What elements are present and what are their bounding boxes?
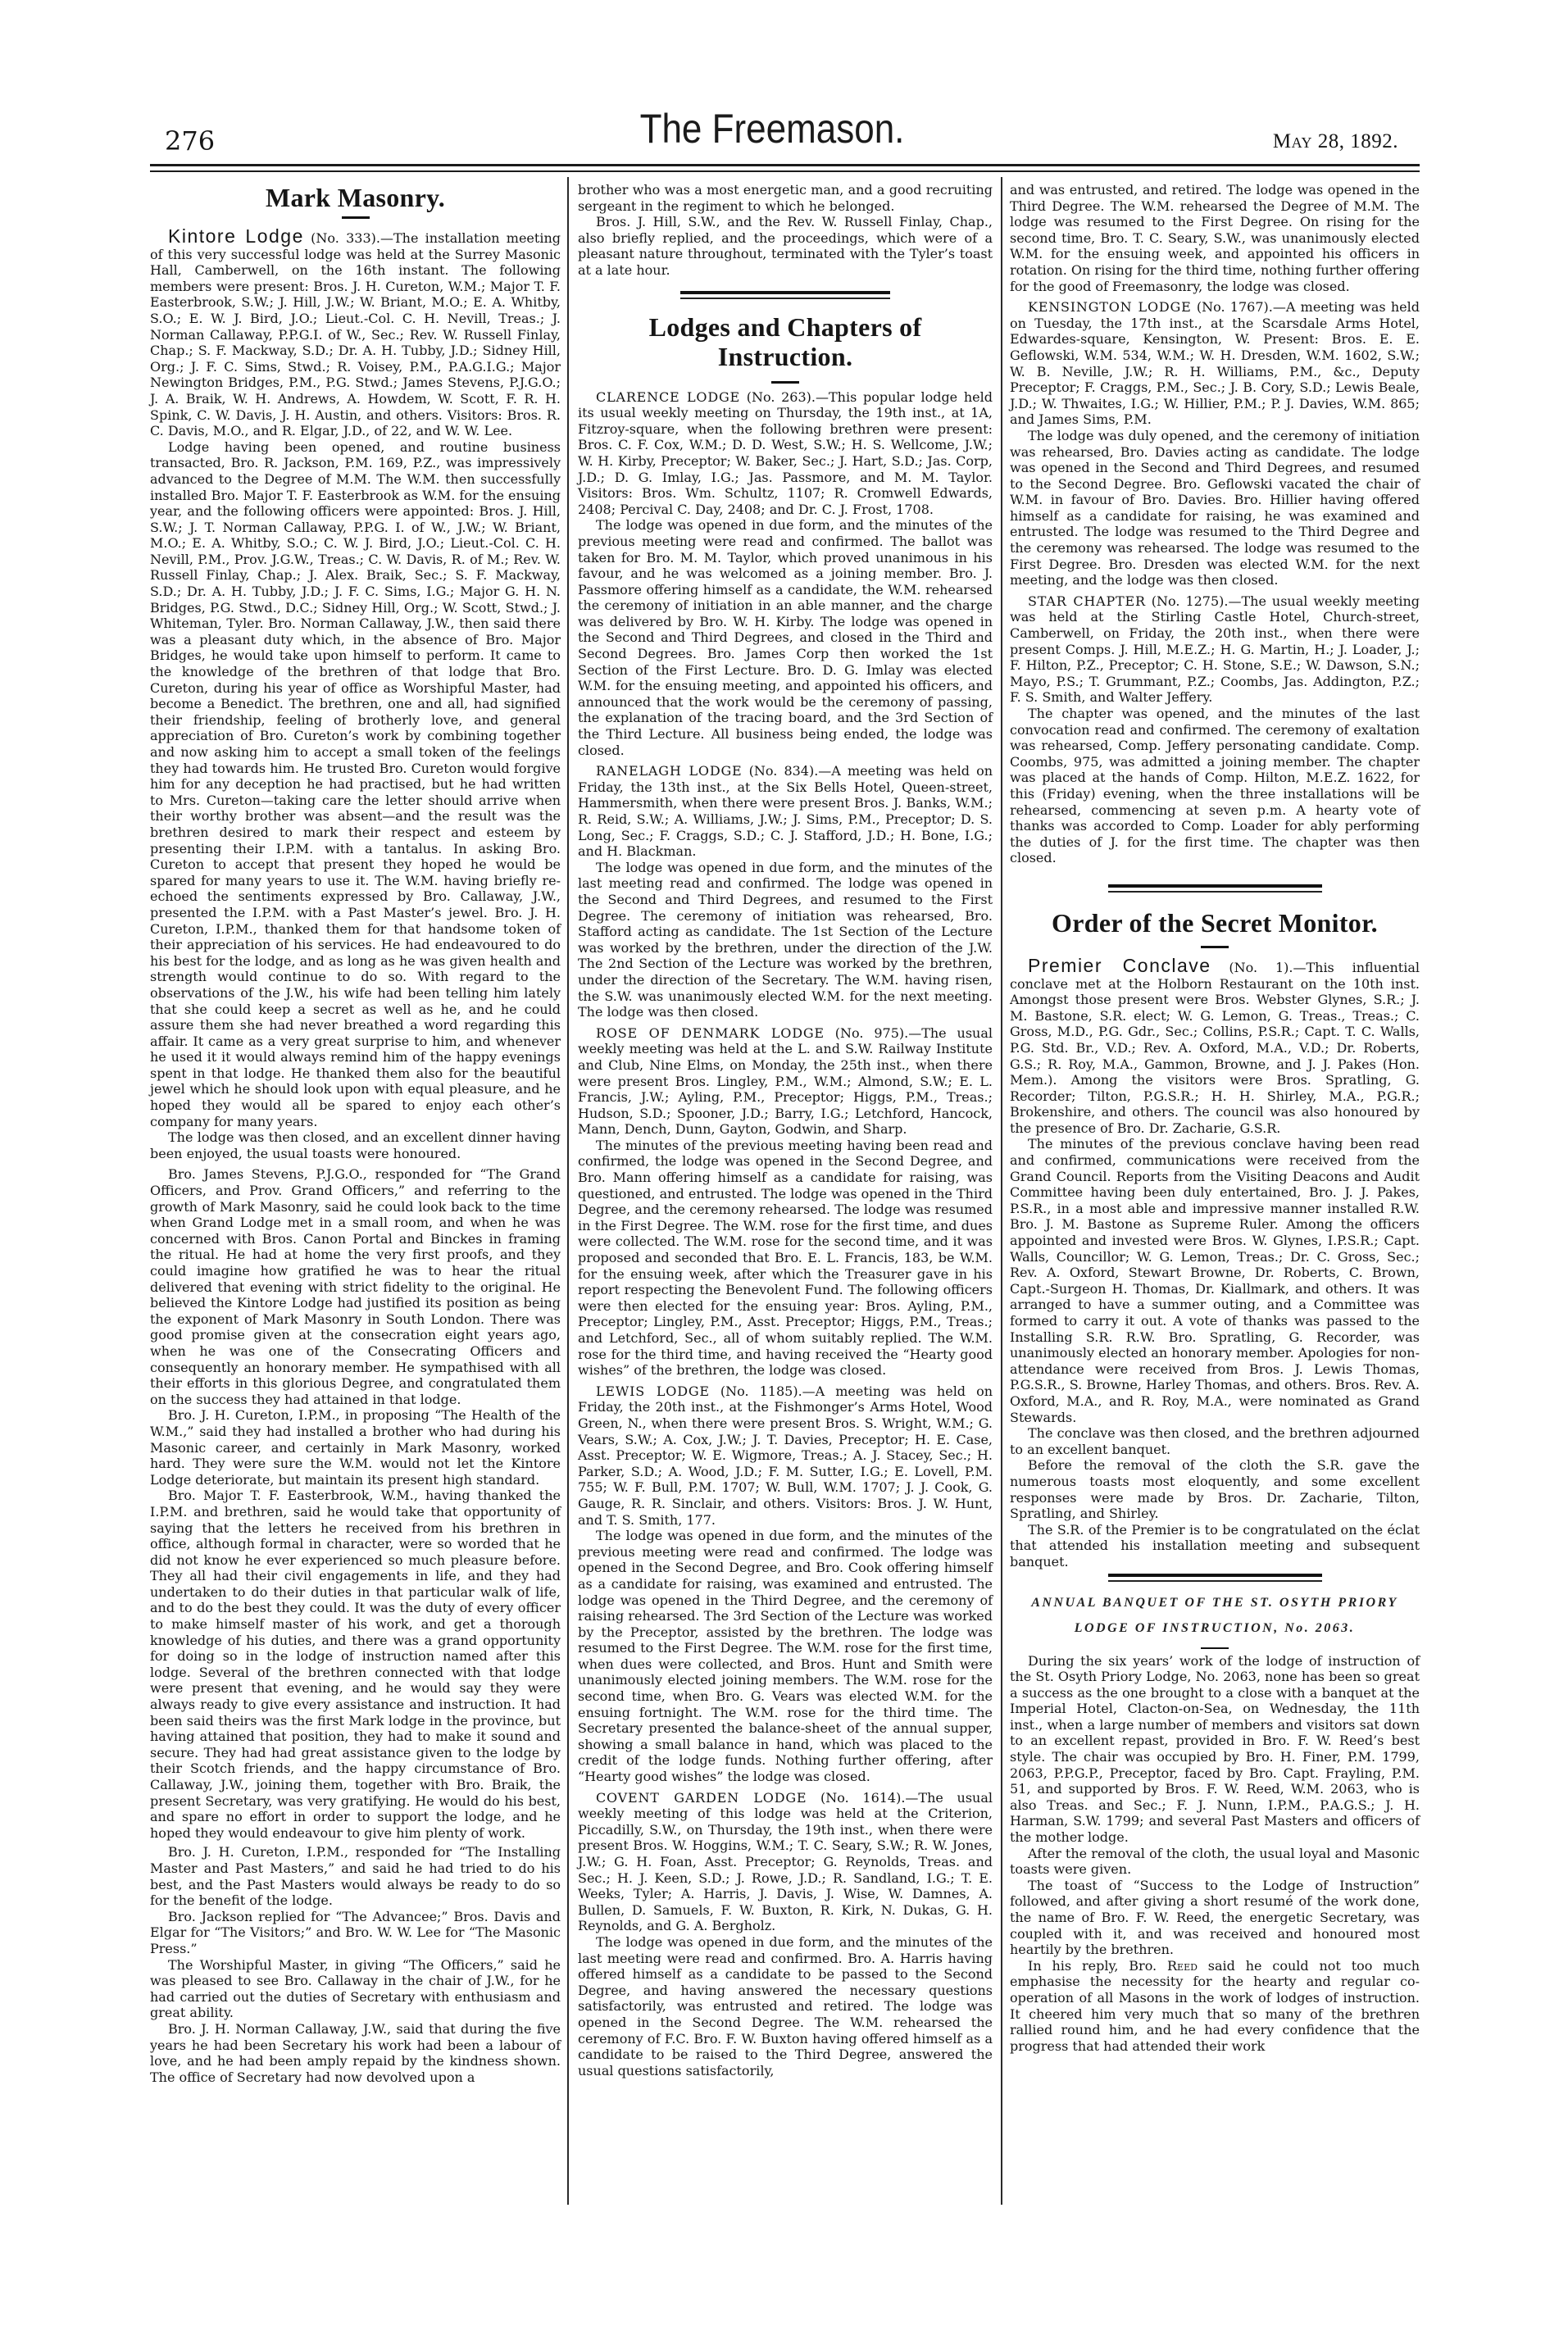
lodge-name: CLARENCE LODGE <box>596 388 741 405</box>
article-paragraph: The chapter was opened, and the minutes of the last convocation read and confirmed. The ceremony of exaltation was rehearsed, Comp. Jeffery personating candidate. Comp. Coombs, 975, was admitted a joining member. The chapter was placed at the hands of Comp. Hilton, M.E.Z. 1622, for this (Friday) evening, when the three installations will be rehearsed, commencing at seven p.m. A hearty vote of thanks was accorded to Comp. Loader for ably performing the duties of J. for the first time. The chapter was then closed. <box>1010 706 1420 866</box>
lodge-report <box>578 1790 993 1934</box>
article-paragraph <box>150 225 561 439</box>
section-st-osyth-banquet <box>1010 1590 1420 2055</box>
lodge-name: RANELAGH LODGE <box>596 763 743 779</box>
article-paragraph: The toast of “Success to the Lodge of Instruction” followed, and after giving a short resumé of the work done, the name of Bro. F. W. Reed, the energetic Secretary, was coupled with it, and was received and honoured most heartily by the brethren. <box>1010 1877 1420 1958</box>
section-lodges-and-chapters <box>578 312 993 2079</box>
article-paragraph <box>1010 954 1420 1137</box>
short-rule <box>1201 1647 1229 1649</box>
article-paragraph: Bro. J. H. Norman Callaway, J.W., said that during the five years he had been Secretary his work had been a labour of love, and he had been amply repaid by the kindness shown. The office of Secretary had now devolved upon a <box>150 2020 561 2085</box>
lodge-report <box>578 763 993 860</box>
column-1 <box>150 182 561 2085</box>
short-rule <box>1201 946 1229 948</box>
lodge-name: ROSE OF DENMARK LODGE <box>596 1024 825 1041</box>
article-paragraph: The minutes of the previous conclave having been read and confirmed, communications were received from the Grand Council. Reports from the Visiting Deacons and Audit Committee having been duly entertained, Bro. J. J. Pakes, P.S.R., in a most able and impressive manner installed R.W. Bro. J. M. Bastone as Supreme Ruler. Among the officers appointed and invested were Bros. W. Glynes, I.P.S.R.; Capt. Walls, Councillor; W. G. Lemon, Treas.; Dr. C. Gross, Sec.; Rev. A. Oxford, Stewart Browne, Dr. Roberts, C. Brown, Capt.-Surgeon H. Thomas, Dr. Kiallmark, and others. It was arranged to have a summer outing, and a Committee was formed to carry it out. A vote of thanks was passed to the Installing S.R. R.W. Bro. Spratling, G. Recorder, was unanimously elected an honorary member. Apologies for non-attendance were received from Bros. J. Lewis Thomas, P.G.S.R., S. Browne, Harley Thomas, and others. Bros. Rev. A. Oxford, M.A., and R. Roy, M.A., were nominated as Grand Stewards. <box>1010 1136 1420 1425</box>
paragraph-text: (No. 333).—The installation meeting of this very successful lodge was held at the Surrey Masonic Hall, Camberwell, on the 16th instant. The following members were present: Bros. J. H. Cureton, W.M.; Major T. F. Easterbrook, S.W.; J. Hill, J.W.; W. Briant, M.O.; E. A. Whitby, S.O.; E. W. J. Bird, J.O.; Lieut.-Col. C. H. Nevill, Treas.; J. Norman Callaway, P.P.G.I. of W., Sec.; Rev. W. Russell Finlay, Chap.; S. F. Mackway, S.D.; Dr. A. H. Tubby, J.D.; Sidney Hill, Org.; J. F. C. Sims, Stwd.; R. Voisey, P.M., P.A.G.I.G.; Major Newington Bridges, P.M., P.G. Stwd.; James Stevens, P.J.G.O.; J. A. Braik, W. H. Andrews, A. Howdem, W. Scott, F. R. H. Spink, C. W. Davis, J. H. Austin, and others. Visitors: Bros. R. C. Davis, M.O., and R. Elgar, J.D., of 22, and W. W. Lee. <box>150 230 561 439</box>
article-paragraph: After the removal of the cloth, the usual loyal and Masonic toasts were given. <box>1010 1845 1420 1878</box>
lodge-name: STAR CHAPTER <box>1028 593 1146 609</box>
article-paragraph: The lodge was opened in due form, and the minutes of the previous meeting were read and confirmed. The ballot was taken for Bro. M. M. Taylor, which proved unanimous in his favour, and he was welcomed as a joining member. Bro. J. Passmore offering himself as a candidate, the W.M. rehearsed the ceremony of initiation in an able manner, and the charge was delivered by Bro. W. H. Kirby. The lodge was opened in the Second and Third Degrees, and closed in the Third and Second Degrees. Bro. James Corp then worked the 1st Section of the First Lecture. Bro. D. G. Imlay was elected W.M. for the ensuing meeting, and appointed his officers, and announced that the work would be the ceremony of passing, the explanation of the tracing board, and the 3rd Section of the Third Lecture. All business being ended, the lodge was closed. <box>578 517 993 758</box>
section-lodges-and-chapters-continued <box>1010 182 1420 866</box>
double-rule <box>1108 884 1322 893</box>
lodge-name: KENSINGTON LODGE <box>1028 299 1192 316</box>
article-paragraph: Bro. J. H. Cureton, I.P.M., in proposing “The Health of the W.M.,” said they had installed a brother who had during his Masonic career, and certainly in Mark Masonry, worked hard. They were sure the W.M. would not let the Kintore Lodge deteriorate, but maintain its present high standard. <box>150 1407 561 1488</box>
article-paragraph: The lodge was opened in due form, and the minutes of the previous meeting were read and confirmed. The lodge was opened in the Second Degree, and Bro. Cook offering himself as a candidate for raising, was examined and entrusted. The lodge was opened in the Third Degree, and the ceremony of raising rehearsed. The 3rd Section of the Lecture was worked by the Preceptor, assisted by the brethren. The lodge was resumed to the First Degree. The W.M. rose for the first time, when dues were collected, and Bros. Hunt and Smith were unanimously elected joining members. The W.M. rose for the second time, when Bro. G. Vears was elected W.M. for the ensuing fortnight. The W.M. rose for the third time. The Secretary presented the balance-sheet of the annual supper, showing a small balance in hand, which was placed to the credit of the lodge funds. Nothing further offering, after “Hearty good wishes” the lodge was closed. <box>578 1528 993 1785</box>
article-paragraph: brother who was a most energetic man, and a good recruiting sergeant in the regiment to which he belonged. <box>578 182 993 214</box>
section-heading <box>578 312 993 371</box>
article-paragraph: During the six years’ work of the lodge of instruction of the St. Osyth Priory Lodge, No. 2063, none has been so great a success as the one brought to a close with a banquet at the Imperial Hotel, Clacton-on-Sea, on Wednesday, the 11th inst., when a large number of members and visitors sat down to an excellent repast, provided in Bro. F. W. Reed’s best style. The chair was occupied by Bro. H. Finer, P.M. 1799, 2063, P.P.G.P., Preceptor, faced by Bro. Capt. Frayling, P.M. 51, and supported by Bros. F. W. Reed, W.M. 2063, who is also Treas. and Sec.; F. J. Nunn, I.P.M., P.A.G.S.; J. H. Harman, S.W. 1799; and several Past Masters and officers of the mother lodge. <box>1010 1652 1420 1846</box>
article-paragraph: The lodge was opened in due form, and the minutes of the last meeting were read and confirmed. Bro. A. Harris having offered himself as a candidate to be passed to the Second Degree, and having answered the necessary questions satisfactorily, was entrusted and retired. The lodge was opened in the Second Degree. The W.M. rehearsed the ceremony of F.C. Bro. F. W. Buxton having offered himself as a candidate to be raised to the Third Degree, answered the usual questions satisfactorily, <box>578 1933 993 2078</box>
lodge-name: Kintore Lodge <box>168 225 304 247</box>
article-heading-line: LODGE OF INSTRUCTION, No. 2063. <box>1074 1620 1356 1635</box>
lodge-name: LEWIS LODGE <box>596 1383 710 1399</box>
paragraph-text: said he could not too much emphasise the necessity for the hearty and regular co-operation of all Masons in the work of lodges of instruction. It cheered him very much that so many of the brethren rallied round him, and he had every confidence that the progress that had attended their work <box>1010 1957 1420 2054</box>
article-paragraph: The S.R. of the Premier is to be congratulated on the éclat that attended his installation meeting and subsequent banquet. <box>1010 1521 1420 1570</box>
article-paragraph: The Worshipful Master, in giving “The Officers,” said he was pleased to see Bro. Callaway in the chair of J.W., for he had carried out the duties of Secretary with enthusiasm and great ability. <box>150 1956 561 2021</box>
article-heading <box>1010 1590 1420 1641</box>
article-paragraph: The lodge was opened in due form, and the minutes of the last meeting read and confirmed. The lodge was opened in the Second and Third Degrees, and resumed to the First Degree. The ceremony of initiation was rehearsed, Bro. Stafford acting as candidate. The 1st Section of the Lecture was worked by the brethren, under the direction of the J.W. The 2nd Section of the Lecture was worked by the brethren, under the direction of the Secretary. The W.M. having risen, the S.W. was unanimously elected W.M. for the next meeting. The lodge was then closed. <box>578 859 993 1020</box>
lodge-report <box>578 1383 993 1528</box>
article-paragraph: The lodge was duly opened, and the ceremony of initiation was rehearsed, Bro. Davies acting as candidate. The lodge was opened in the Second and Third Degrees, and resumed to the Second Degree. Bro. Geflowski vacated the chair of W.M. in favour of Bro. Davies. Bro. Hillier having offered himself as a candidate for raising, he was examined and entrusted. The lodge was resumed to the Third Degree and the ceremony was rehearsed. The lodge was resumed to the First Degree. Bro. Dresden was elected W.M. for the next meeting, and the lodge was then closed. <box>1010 427 1420 588</box>
lodge-report <box>578 389 993 518</box>
double-rule <box>1108 1574 1322 1582</box>
header-rule-thin <box>150 170 1420 172</box>
short-rule <box>342 216 370 219</box>
section-heading: Order of the Secret Monitor. <box>1052 907 1378 938</box>
article-heading-line: ANNUAL BANQUET OF THE ST. OSYTH PRIORY <box>1031 1595 1398 1610</box>
article-paragraph: The lodge was then closed, and an excellent dinner having been enjoyed, the usual toasts were honoured. <box>150 1129 561 1161</box>
paragraph-text: (No. 263).—This popular lodge held its usual weekly meeting on Thursday, the 19th inst., at 1A, Fitzroy-square, when the following brethren were present: Bros. C. F. Cox, W.M.; D. D. West, S.W.; H. S. Wellcome, J.W.; W. H. Kirby, Preceptor; W. Baker, Sec.; J. Hart, S.D.; Jas. Corp, J.D.; D. G. Imlay, I.G.; Jas. Passmore, and M. M. Taylor. Visitors: Bros. Wm. Schultz, 1107; R. Cromwell Edwards, 2408; Percival C. Day, 2408; and Dr. C. J. Frost, 1708. <box>578 388 993 517</box>
article-paragraph: Bros. J. Hill, S.W., and the Rev. W. Russell Finlay, Chap., also briefly replied, and the proceedings, which were of a pleasant nature throughout, terminated with the Tyler’s toast at a late hour. <box>578 214 993 278</box>
section-mark-masonry-continued <box>578 182 993 279</box>
lodge-report <box>1010 299 1420 428</box>
article-paragraph: and was entrusted, and retired. The lodge was opened in the Third Degree. The W.M. rehearsed the Degree of M.M. The lodge was resumed to the First Degree. On rising for the second time, Bro. T. C. Seary, S.W., was unanimously elected W.M. for the ensuing week, and appointed his officers in rotation. On rising for the third time, nothing further offering for the good of Freemasonry, the lodge was closed. <box>1010 182 1420 294</box>
issue-date: May 28, 1892. <box>1272 130 1398 152</box>
section-secret-monitor <box>1010 907 1420 1570</box>
paragraph-text: (No. 1).—This influential conclave met at the Holborn Restaurant on the 10th inst. Amongst those present were Bros. Webster Glynes, S.R.; J. M. Bastone, S.R. elect; W. G. Lemon, G. Treas., Treas.; C. Gross, M.D., P.G. Gdr., Sec.; Collins, P.S.R.; Capt. T. C. Walls, P.G. Std. Br., V.D.; Rev. A. Oxford, M.A., V.D.; Dr. Roberts, G.S.; R. Roy, M.A., Gammon, Browne, and J. J. Pakes (Hon. Mem.). Among the visitors were Bros. Spratling, G. Recorder; Tilton, P.G.S.R.; H. H. Shirley, M.A., P.G.R.; Brokenshire, and others. The council was also honoured by the presence of Bro. Dr. Zacharie, G.S.R. <box>1010 959 1420 1136</box>
article-paragraph: The minutes of the previous meeting having been read and confirmed, the lodge was opened in the Second Degree, and Bro. Mann offering himself as a candidate for raising, was questioned, and entrusted. The lodge was opened in the Third Degree, and the ceremony rehearsed. The lodge was resumed in the First Degree. The W.M. rose for the first time, and dues were collected. The W.M. rose for the second time, and it was proposed and seconded that Bro. E. L. Francis, 183, be W.M. for the ensuing week, after which the Treasurer gave in his report respecting the Benevolent Fund. The following officers were then elected for the ensuing year: Bros. Ayling, P.M., Preceptor; Lingley, P.M., Asst. Preceptor; Higgs, P.M., Treas.; and Letchford, Sec., all of whom suitably replied. The W.M. rose for the third time, and having received the “Hearty good wishes” of the brethren, the lodge was closed. <box>578 1137 993 1379</box>
short-rule <box>771 381 799 384</box>
lodge-report <box>578 1025 993 1138</box>
column-divider <box>567 177 569 2205</box>
paragraph-text: (No. 1185).—A meeting was held on Friday, the 20th inst., at the Fishmonger’s Arms Hotel, Wood Green, N., when there were present Bros. S. Wright, W.M.; G. Vears, S.W.; A. Cox, J.W.; J. T. Davies, Preceptor; H. E. Case, Asst. Preceptor; W. E. Wigmore, Treas.; A. J. Stacey, Sec.; H. Parker, S.D.; A. Wood, J.D.; F. M. Sutter, I.G.; E. Lovell, P.M. 755; W. F. Bull, P.M. 1707; W. Bull, W.M. 1707; J. J. Cook, G. Gauge, R. R. Sinclair, and others. Visitors: Bros. J. W. Hunt, and T. S. Smith, 177. <box>578 1383 993 1528</box>
lodge-name: COVENT GARDEN LODGE <box>596 1789 807 1806</box>
name-smallcaps: Reed <box>1167 1957 1198 1974</box>
article-paragraph: Bro. James Stevens, P.J.G.O., responded for “The Grand Officers, and Prov. Grand Officers,” and referring to the growth of Mark Masonry, said he could look back to the time when Grand Lodge met in a small room, and when he was concerned with Bros. Canon Portal and Binckes in framing the ritual. He had at home the very first proofs, and they could imagine how gratified he was to hear the ritual delivered that evening with strict fidelity to the original. He believed the Kintore Lodge had justified its position as being the exponent of Mark Masonry in South London. There was good promise given at the consecration eight years ago, when he was one of the Consecrating Officers and consequently an honorary member. He sympathised with all their efforts in this glorious Degree, and congratulated them on the success they had attained in that lodge. <box>150 1166 561 1407</box>
article-paragraph: Lodge having been opened, and routine business transacted, Bro. R. Jackson, P.M. 169, P.Z., was impressively advanced to the Degree of M.M. The W.M. then successfully installed Bro. Major T. F. Easterbrook as W.M. for the ensuing year, and the following officers were appointed: Bros. J. Hill, S.W.; J. T. Norman Callaway, P.P.G. I. of W., J.W.; W. Briant, M.O.; E. A. Whitby, S.O.; C. W. J. Bird, J.O.; Lieut.-Col. C. H. Nevill, P.M., Prov. J.G.W., Treas.; C. W. Davis, R. of M.; Rev. W. Russell Finlay, Chap.; J. Alex. Braik, Sec.; S. F. Mackway, S.D.; Dr. A. H. Tubby, J.D.; J. F. C. Sims, I.G.; Major G. H. N. Bridges, P.G. Stwd., D.C.; Sidney Hill, Org.; W. Scott, Stwd.; J. Whiteman, Tyler. Bro. Norman Callaway, J.W., then said there was a pleasant duty which, in the absence of Bro. Major Bridges, he would take upon himself to perform. It came to the knowledge of the brethren of that lodge that Bro. Cureton, during his year of office as Worshipful Master, had become a Benedict. The brethren, one and all, had signified their friendship, feeling of brotherly love, and general appreciation of Bro. Cureton’s work by combining together and now asking him to accept a small token of the feelings they had towards him. He trusted Bro. Cureton would forgive him for any deception he had practised, but he had written to Mrs. Cureton—taking care the letter should arrive when their worthy brother was absent—and the result was the brethren desired to mark their respect and esteem by presenting their I.P.M. with a tantalus. In asking Bro. Cureton to accept that present they hoped he would be spared for many years to use it. The W.M. having briefly re-echoed the sentiments expressed by Bro. Callaway, J.W., presented the I.P.M. with a Past Master’s jewel. Bro. J. H. Cureton, I.P.M., thanked them for that handsome token of their appreciation of his services. He had endeavoured to do his best for the lodge, and as long as he was given health and strength would continue to do so. With regard to the observations of the J.W., his wife had been telling him lately that she could keep a secret as well as he, and he could assure them she had never breathed a word regarding this affair. It came as a very great surprise to him, and whenever he used it it would always remind him of the happy evenings spent in that lodge. He thanked them also for the beautiful jewel which he should look upon with equal pleasure, and he hoped they would all be spared to enjoy each other’s company for many years. <box>150 438 561 1129</box>
page-number: 276 <box>165 125 216 157</box>
paragraph-text: (No. 1275).—The usual weekly meeting was held at the Stirling Castle Hotel, Church-street, Camberwell, on Friday, the 20th inst., when there were present Comps. J. Hill, M.E.Z.; H. G. Martin, H.; J. Loader, J.; F. Hilton, P.Z., Preceptor; C. H. Stone, S.E.; W. Dawson, S.N.; Mayo, P.S.; T. Grummant, P.Z.; Coombs, Jas. Addington, P.Z.; F. S. Smith, and Walter Jeffery. <box>1010 593 1420 706</box>
paragraph-text: (No. 975).—The usual weekly meeting was held at the L. and S.W. Railway Institute and Club, Nine Elms, on Monday, the 25th inst., when there were present Bros. Lingley, P.M., W.M.; Almond, S.W.; E. L. Francis, J.W.; Ayling, P.M., Preceptor; Higgs, P.M., Treas.; Hudson, S.D.; Spooner, J.D.; Barry, I.G.; Letchford, Hancock, Mann, Dench, Dunn, Gayton, Godwin, and Sharp. <box>578 1024 993 1138</box>
lodge-report <box>1010 593 1420 706</box>
paragraph-text: (No. 1614).—The usual weekly meeting of this lodge was held at the Criterion, Piccadilly, S.W., on Thursday, the 19th inst., when there were present Bros. W. Hoggins, W.M.; T. C. Seary, S.W.; R. W. Jones, J.W.; G. H. Foan, Asst. Preceptor; G. Reynolds, Treas. and Sec.; H. J. Keen, S.D.; J. Rowe, J.D.; R. Sandland, I.G.; T. E. Weeks, Tyler; A. Harris, J. Davis, J. Wise, W. Damnes, A. Bullen, D. Samuels, F. W. Buxton, R. Kirk, N. Dukas, G. H. Reynolds, and G. A. Bergholz. <box>578 1789 993 1934</box>
header-rule-thick <box>150 164 1420 166</box>
article-paragraph: Bro. Major T. F. Easterbrook, W.M., having thanked the I.P.M. and brethren, said he would take that opportunity of saying that the letters he received from his brethren in office, although formal in character, were so worded that he did not know he ever experienced so much pleasure before. They all had their civil engagements in life, and they had undertaken to do their duties in that particular walk of life, and to do the best they could. It was the duty of every officer to make himself master of his work, and get a thorough knowledge of his duties, and there was a grand opportunity for doing so in the lodge of instruction named after this lodge. Several of the brethren connected with that lodge were present that evening, and he would say they were always ready to give every assistance and instruction. It had been said theirs was the first Mark lodge in the province, but having attained that position, they had to make it sound and secure. They had had great assistance given to the lodge by their Scotch friends, and the happy circumstance of Bro. Callaway, J.W., joining them, together with Bro. Braik, the present Secretary, was very gratifying. He would do his best, and spare no effort in order to support the lodge, and he hoped they would endeavour to give him plenty of work. <box>150 1488 561 1841</box>
section-mark-masonry <box>150 182 561 2085</box>
paragraph-text: (No. 1767).—A meeting was held on Tuesday, the 17th inst., at the Scarsdale Arms Hotel, Edwardes-square, Kensington, W. Present: Bros. E. E. Geflowski, W.M. 534, W.M.; W. H. Dresden, W.M. 1602, S.W.; W. B. Neville, J.W.; R. H. Williams, P.M., &c., Deputy Preceptor; F. Craggs, P.M., Sec.; J. B. Cory, S.D.; Lewis Beale, J.D.; W. Thwaites, I.G.; W. Hillier, P.M.; P. J. Davies, W.M. 865; and James Sims, P.M. <box>1010 299 1420 428</box>
article-paragraph: The conclave was then closed, and the brethren adjourned to an excellent banquet. <box>1010 1425 1420 1457</box>
paragraph-text: In his reply, Bro. <box>1028 1957 1167 1974</box>
column-divider <box>1001 177 1002 2205</box>
article-paragraph <box>1010 1958 1420 2055</box>
article-paragraph: Bro. J. H. Cureton, I.P.M., responded for “The Installing Master and Past Masters,” and said he had tried to do his best, and the Past Masters would always be ready to do so for the benefit of the lodge. <box>150 1844 561 1909</box>
column-3 <box>1010 182 1420 2054</box>
double-rule <box>680 291 890 299</box>
article-paragraph: Bro. Jackson replied for “The Advancee;” Bros. Davis and Elgar for “The Visitors;” and Bro. W. W. Lee for “The Masonic Press.” <box>150 1908 561 1956</box>
conclave-name: Premier Conclave <box>1028 954 1211 976</box>
article-paragraph: Before the removal of the cloth the S.R. gave the numerous toasts most eloquently, and some excellent responses were made by Bros. Dr. Zacharie, Tilton, Spratling, and Shirley. <box>1010 1457 1420 1522</box>
section-heading: Mark Masonry. <box>266 183 445 212</box>
publication-title: The Freemason. <box>639 106 905 152</box>
section-heading-line: Lodges and Chapters of <box>648 311 922 342</box>
section-heading-line: Instruction. <box>717 341 853 371</box>
column-2 <box>578 182 993 2078</box>
paragraph-text: (No. 834).—A meeting was held on Friday, the 13th inst., at the Six Bells Hotel, Queen-street, Hammersmith, when there were present Bros. J. Banks, W.M.; R. Reid, S.W.; A. Williams, J.W.; J. Sims, P.M., Preceptor; D. S. Long, Sec.; F. Craggs, S.D.; C. J. Stafford, J.D.; H. Bone, I.G.; and H. Blackman. <box>578 763 993 860</box>
